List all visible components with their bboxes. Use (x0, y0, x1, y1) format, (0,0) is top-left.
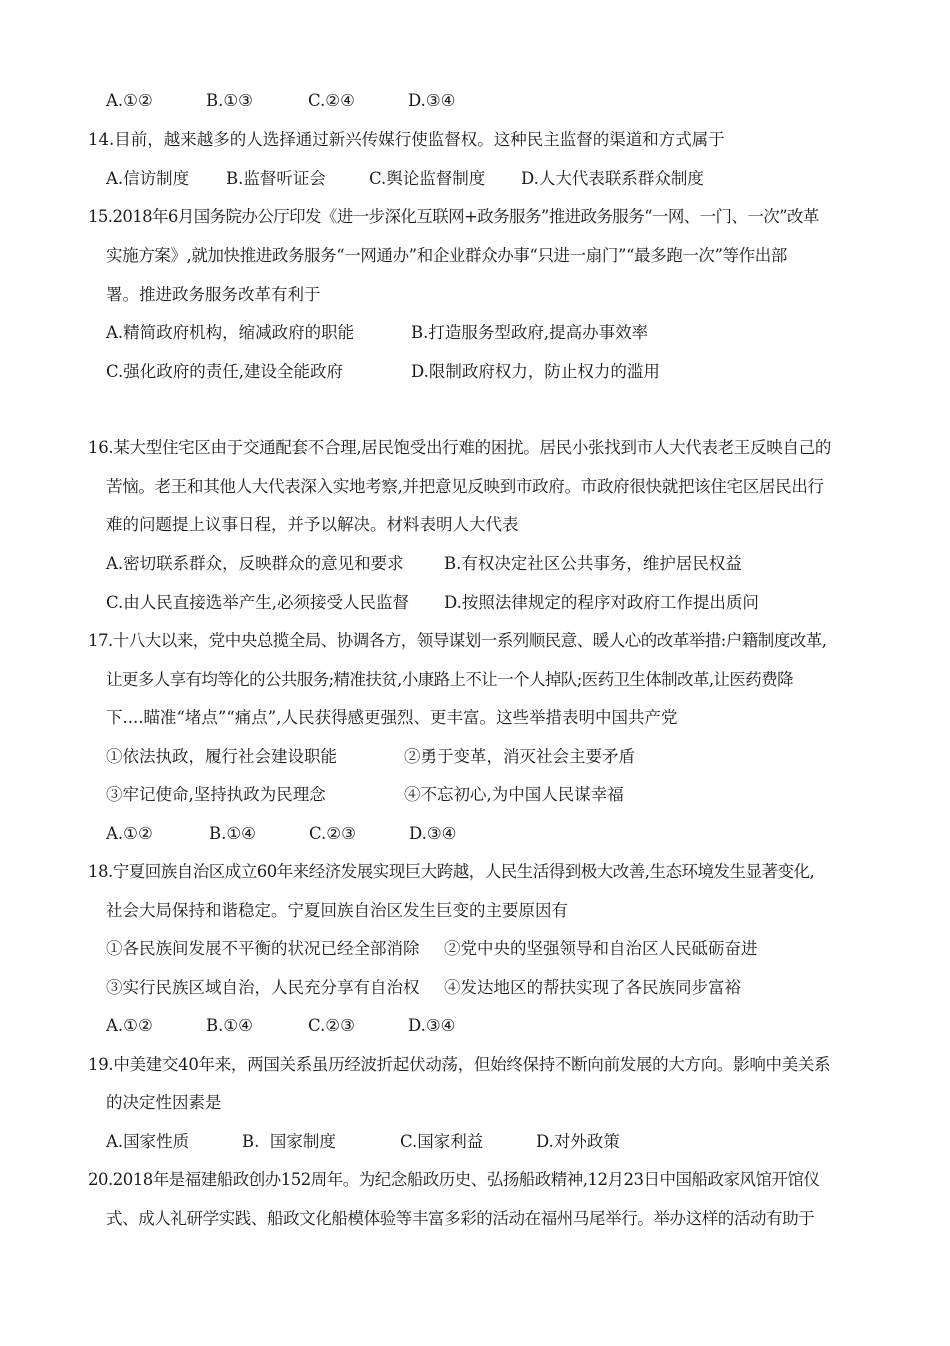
q15-stem-line-1: 15.2018年6月国务院办公厅印发《进一步深化互联网+政务服务”推进政务服务“一网、一门、一次”改革 (88, 207, 819, 226)
q19-options (106, 1131, 620, 1153)
option-d: D.③④ (409, 824, 457, 843)
q15-stem-line-3: 署。推进政务服务改革有利于 (106, 285, 321, 304)
option-c: C.②③ (308, 1016, 355, 1035)
option-c: C.舆论监督制度 (369, 169, 486, 188)
statement-1: ①依法执政，履行社会建设职能 (106, 747, 337, 766)
option-b: B. 国家制度 (242, 1132, 336, 1151)
option-d: D.限制政府权力，防止权力的滥用 (411, 362, 660, 381)
q14-stem: 14.目前，越来越多的人选择通过新兴传媒行使监督权。这种民主监督的渠道和方式属于 (88, 130, 725, 149)
option-b: B.监督听证会 (226, 169, 326, 188)
q15-options-row-1 (106, 322, 648, 344)
option-d: D.③④ (408, 91, 456, 110)
option-a: A.①② (106, 824, 153, 843)
option-b: B.①④ (206, 1016, 253, 1035)
q17-items-row-1 (106, 746, 635, 768)
q13-options (106, 90, 455, 112)
q17-items-row-2 (106, 784, 624, 806)
option-a: A.国家性质 (106, 1132, 190, 1151)
option-a: A.信访制度 (106, 169, 190, 188)
q16-options-row-1 (106, 553, 742, 575)
q15-stem-line-2: 实施方案》,就加快推进政务服务“一网通办”和企业群众办事“只进一扇门”“最多跑一次”等作出部 (106, 246, 787, 265)
q20-stem-line-1: 20.2018年是福建船政创办152周年。为纪念船政历史、弘扬船政精神,12月23日中国船政家风馆开馆仪 (88, 1170, 820, 1189)
statement-1: ①各民族间发展不平衡的状况已经全部消除 (106, 939, 420, 958)
q16-options-row-2 (106, 592, 759, 614)
option-a: A.密切联系群众，反映群众的意见和要求 (106, 554, 404, 573)
q16-stem-line-1: 16.某大型住宅区由于交通配套不合理,居民饱受出行难的困扰。居民小张找到市人大代表老王反映自己的 (88, 438, 832, 457)
q19-stem-line-2: 的决定性因素是 (106, 1093, 222, 1112)
option-b: B.打造服务型政府,提高办事效率 (411, 323, 649, 342)
option-c: C.强化政府的责任,建设全能政府 (106, 362, 344, 381)
option-c: C.②④ (308, 91, 355, 110)
q18-items-row-2 (106, 977, 741, 999)
q16-stem-line-2: 苦恼。老王和其他人大代表深入实地考察,并把意见反映到市政府。市政府很快就把该住宅区居民出行 (106, 477, 824, 496)
option-b: B.①④ (209, 824, 256, 843)
option-d: D.按照法律规定的程序对政府工作提出质问 (444, 593, 759, 612)
q17-stem-line-2: 让更多人享有均等化的公共服务;精准扶贫,小康路上不让一个人掉队;医药卫生体制改革,让医药费降 (106, 670, 794, 689)
option-b: B.有权决定社区公共事务，维护居民权益 (444, 554, 742, 573)
option-d: D.人大代表联系群众制度 (521, 169, 704, 188)
statement-2: ②勇于变革，消灭社会主要矛盾 (404, 747, 635, 766)
option-d: D.③④ (408, 1016, 456, 1035)
option-a: A.精简政府机构，缩减政府的职能 (106, 323, 355, 342)
q18-options (106, 1015, 455, 1037)
statement-3: ③牢记使命,坚持执政为民理念 (106, 785, 326, 804)
q18-stem-line-2: 社会大局保持和谐稳定。宁夏回族自治区发生巨变的主要原因有 (106, 901, 568, 920)
q18-stem-line-1: 18.宁夏回族自治区成立60年来经济发展实现巨大跨越，人民生活得到极大改善,生态环境发生显著变化, (88, 862, 815, 881)
option-b: B.①③ (206, 91, 253, 110)
q15-options-row-2 (106, 361, 660, 383)
statement-2: ②党中央的坚强领导和自治区人民砥砺奋进 (444, 939, 758, 958)
option-a: A.①② (106, 91, 153, 110)
statement-4: ④不忘初心,为中国人民谋幸福 (404, 785, 624, 804)
q18-items-row-1 (106, 938, 758, 960)
q17-stem-line-3: 下....瞄准“堵点”“痛点”,人民获得感更强烈、更丰富。这些举措表明中国共产党 (106, 708, 678, 727)
q19-stem-line-1: 19.中美建交40年来，两国关系虽历经波折起伏动荡，但始终保持不断向前发展的大方向。影响中美关系 (88, 1055, 831, 1074)
statement-4: ④发达地区的帮扶实现了各民族同步富裕 (444, 978, 741, 997)
q17-stem-line-1: 17.十八大以来，党中央总揽全局、协调各方，领导谋划一系列顺民意、暖人心的改革举措:户籍制度改革, (88, 631, 827, 650)
q20-stem-line-2: 式、成人礼研学实践、船政文化船模体验等丰富多彩的活动在福州马尾举行。举办这样的活动有助于 (106, 1209, 815, 1228)
q14-options (106, 168, 704, 190)
option-c: C.②③ (309, 824, 356, 843)
q16-stem-line-3: 难的问题提上议事日程，并予以解决。材料表明人大代表 (106, 515, 519, 534)
option-a: A.①② (106, 1016, 153, 1035)
statement-3: ③实行民族区域自治，人民充分享有自治权 (106, 978, 420, 997)
option-c: C.由人民直接选举产生,必须接受人民监督 (106, 593, 410, 612)
option-c: C.国家利益 (400, 1132, 484, 1151)
option-d: D.对外政策 (536, 1132, 620, 1151)
q17-options (106, 823, 456, 845)
